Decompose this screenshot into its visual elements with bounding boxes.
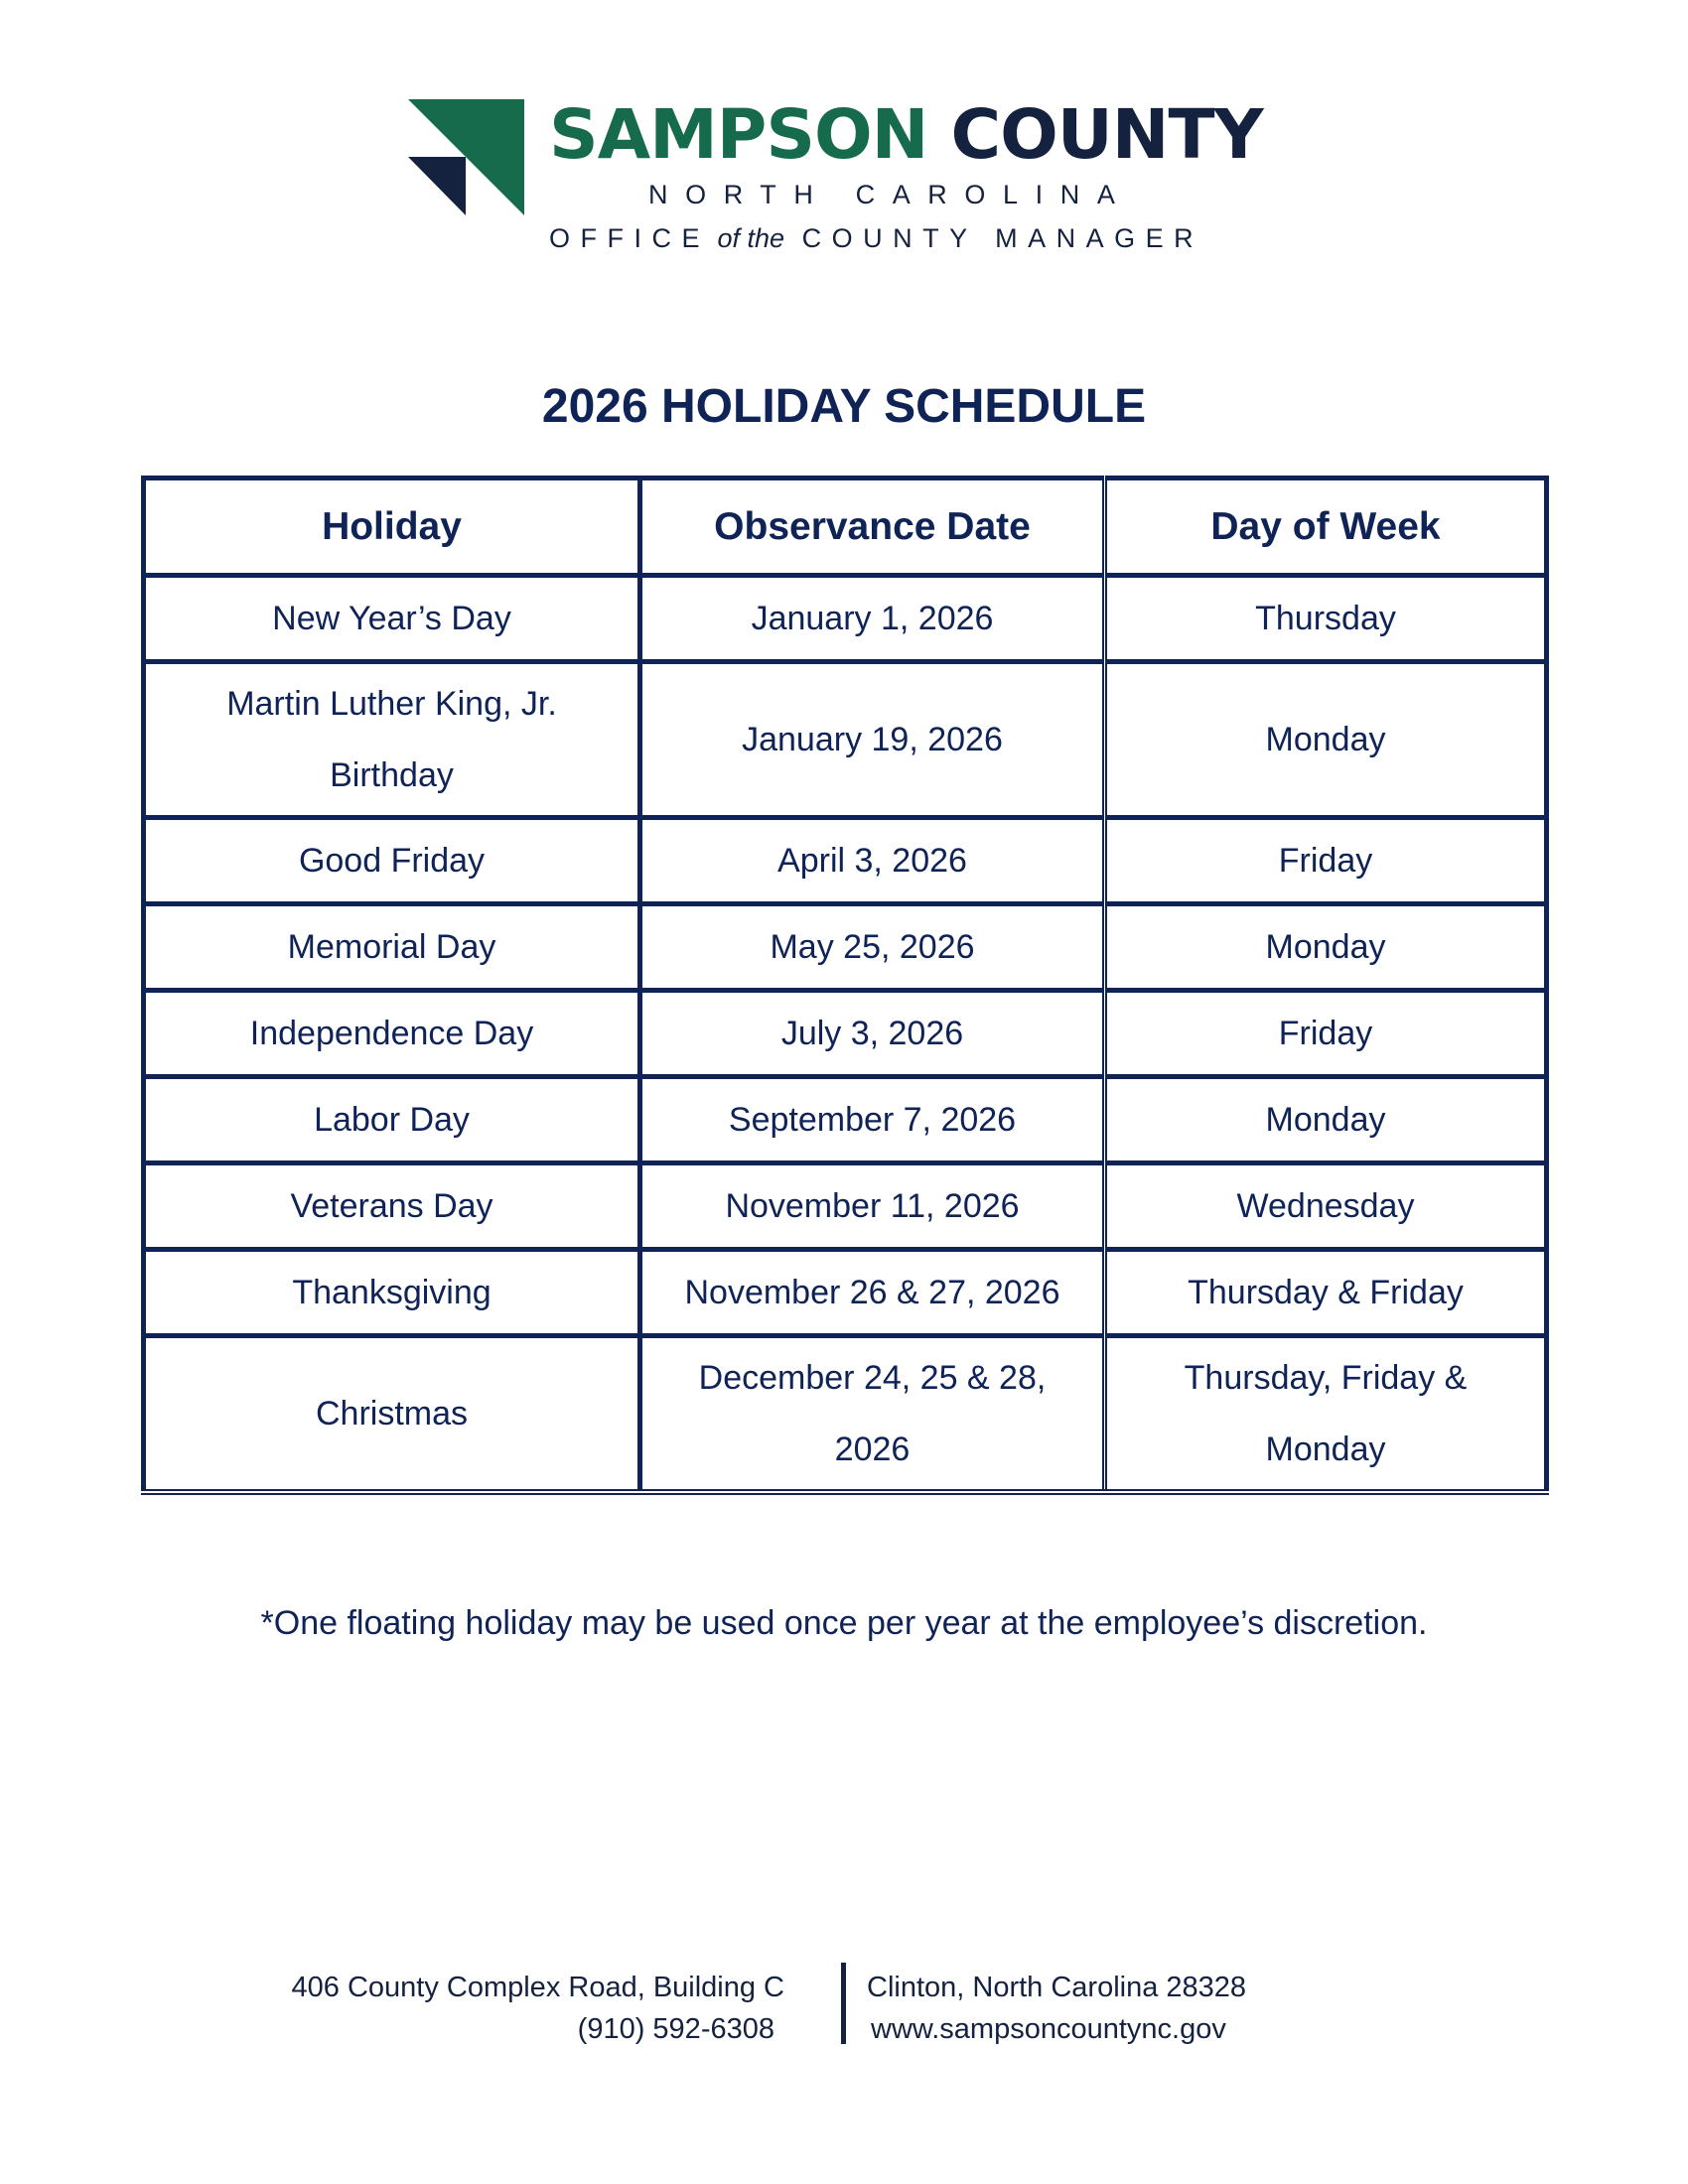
table-header-row bbox=[144, 478, 1547, 576]
header-day-of-week: Day of Week bbox=[1105, 478, 1547, 576]
date-cell: July 3, 2026 bbox=[640, 991, 1105, 1077]
table-row bbox=[144, 991, 1547, 1077]
holiday-cell: New Year’s Day bbox=[144, 576, 640, 662]
table-row bbox=[144, 662, 1547, 818]
holiday-schedule-table bbox=[141, 476, 1549, 1495]
footer-address-block bbox=[199, 1967, 784, 2050]
footer-divider bbox=[841, 1963, 846, 2044]
day-cell: Thursday, Friday & Monday bbox=[1105, 1336, 1547, 1493]
date-cell: November 26 & 27, 2026 bbox=[640, 1250, 1105, 1336]
date-cell: September 7, 2026 bbox=[640, 1077, 1105, 1163]
date-cell: January 19, 2026 bbox=[640, 662, 1105, 818]
holiday-cell: Veterans Day bbox=[144, 1163, 640, 1250]
day-cell: Wednesday bbox=[1105, 1163, 1547, 1250]
table-row bbox=[144, 1163, 1547, 1250]
holiday-cell: Independence Day bbox=[144, 991, 640, 1077]
floating-holiday-note: *One floating holiday may be used once per year at the employee’s discretion. bbox=[260, 1604, 1428, 1642]
day-cell: Monday bbox=[1105, 662, 1547, 818]
day-cell: Friday bbox=[1105, 991, 1547, 1077]
brand-sampson: SAMPSON bbox=[549, 95, 928, 175]
footer-address: 406 County Complex Road, Building C bbox=[291, 1972, 784, 2003]
date-cell: January 1, 2026 bbox=[640, 576, 1105, 662]
table-row bbox=[144, 1077, 1547, 1163]
holiday-cell: Christmas bbox=[144, 1336, 640, 1493]
table-row bbox=[144, 576, 1547, 662]
sampson-county-logo-icon bbox=[408, 99, 524, 215]
office-name bbox=[549, 222, 1203, 254]
table-row bbox=[144, 1336, 1547, 1493]
brand-county: COUNTY bbox=[950, 95, 1263, 175]
table-row bbox=[144, 1250, 1547, 1336]
date-cell: May 25, 2026 bbox=[640, 904, 1105, 991]
county-name bbox=[549, 95, 1263, 175]
holiday-cell: Martin Luther King, Jr. Birthday bbox=[144, 662, 640, 818]
holiday-cell: Labor Day bbox=[144, 1077, 640, 1163]
state-name: NORTH CAROLINA bbox=[648, 180, 1133, 209]
holiday-cell: Memorial Day bbox=[144, 904, 640, 991]
footer-city-block bbox=[867, 1967, 1246, 2050]
footer-phone: (910) 592-6308 bbox=[577, 2013, 774, 2045]
office-label: OFFICE bbox=[549, 223, 710, 253]
header-holiday: Holiday bbox=[144, 478, 640, 576]
day-cell: Monday bbox=[1105, 904, 1547, 991]
day-cell: Friday bbox=[1105, 818, 1547, 904]
holiday-cell: Good Friday bbox=[144, 818, 640, 904]
date-cell: December 24, 25 & 28, 2026 bbox=[640, 1336, 1105, 1493]
day-cell: Monday bbox=[1105, 1077, 1547, 1163]
header-observance-date: Observance Date bbox=[640, 478, 1105, 576]
day-cell: Thursday bbox=[1105, 576, 1547, 662]
office-county-manager: COUNTY MANAGER bbox=[801, 223, 1204, 253]
holiday-cell: Thanksgiving bbox=[144, 1250, 640, 1336]
date-cell: April 3, 2026 bbox=[640, 818, 1105, 904]
table-row bbox=[144, 904, 1547, 991]
date-cell: November 11, 2026 bbox=[640, 1163, 1105, 1250]
footer-city: Clinton, North Carolina 28328 bbox=[867, 1972, 1247, 2003]
office-of-the: of the bbox=[717, 223, 785, 253]
footer-website-link[interactable]: www.sampsoncountync.gov bbox=[871, 2013, 1226, 2045]
day-cell: Thursday & Friday bbox=[1105, 1250, 1547, 1336]
page-title: 2026 HOLIDAY SCHEDULE bbox=[541, 380, 1147, 433]
table-row bbox=[144, 818, 1547, 904]
